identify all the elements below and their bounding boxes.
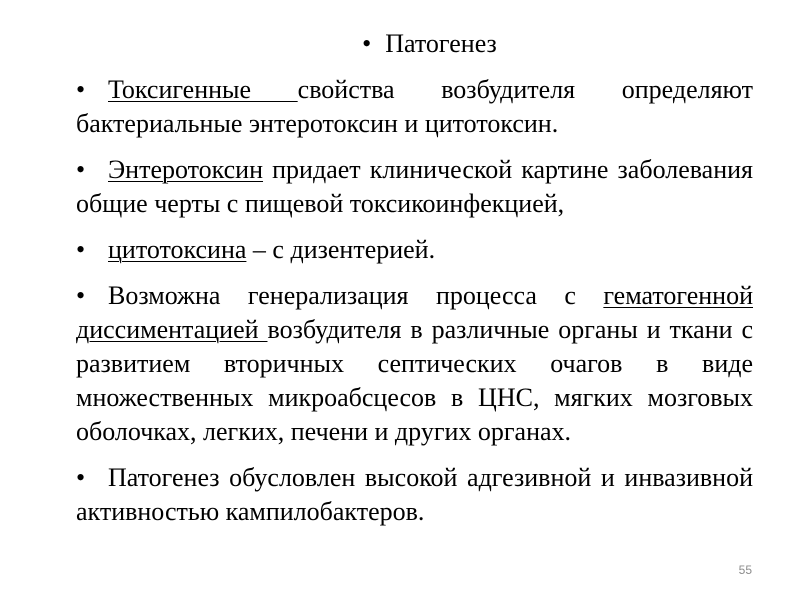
bullet-icon: • xyxy=(76,235,86,264)
underlined-term: гематогенной диссиментацией xyxy=(76,281,753,344)
bullet-icon: • xyxy=(76,155,86,184)
bullet-icon: • xyxy=(76,75,86,104)
paragraph-text: – с дизентерией. xyxy=(246,235,436,264)
paragraph-text: Возможна генерализация процесса с xyxy=(108,281,604,310)
page-number: 55 xyxy=(738,563,752,577)
paragraph-text: свойства возбудителя определяют бактериальные энтеротоксин и цитотоксин. xyxy=(76,75,753,138)
paragraph-cytotoxin xyxy=(76,233,753,267)
paragraph-enterotoxin xyxy=(76,153,753,221)
underlined-term: Токсигенные xyxy=(108,75,298,104)
bullet-icon: • xyxy=(76,281,86,310)
bullet-icon: • xyxy=(76,463,86,492)
paragraph-pathogenesis xyxy=(76,461,753,529)
title-text: Патогенез xyxy=(385,29,497,58)
paragraph-text: придает клинической картине заболевания общие черты с пищевой токсикоинфекцией, xyxy=(76,155,753,218)
paragraph-toxigenic xyxy=(76,73,753,141)
underlined-term: Энтеротоксин xyxy=(108,155,264,184)
paragraph-text: Патогенез обусловлен высокой адгезивной и инвазивной активностью кампилобактеров. xyxy=(76,463,753,526)
slide-content xyxy=(76,27,753,541)
paragraph-text: возбудителя в различные органы и ткани с развитием вторичных септических очагов в виде множественных микроабсцесов в ЦНС, мягких мозговых оболочках, легких, печени и других органах. xyxy=(76,315,754,446)
paragraph-generalization xyxy=(76,279,753,449)
bullet-icon: • xyxy=(362,29,372,58)
slide-title xyxy=(76,27,753,61)
underlined-term: цитотоксина xyxy=(108,235,247,264)
